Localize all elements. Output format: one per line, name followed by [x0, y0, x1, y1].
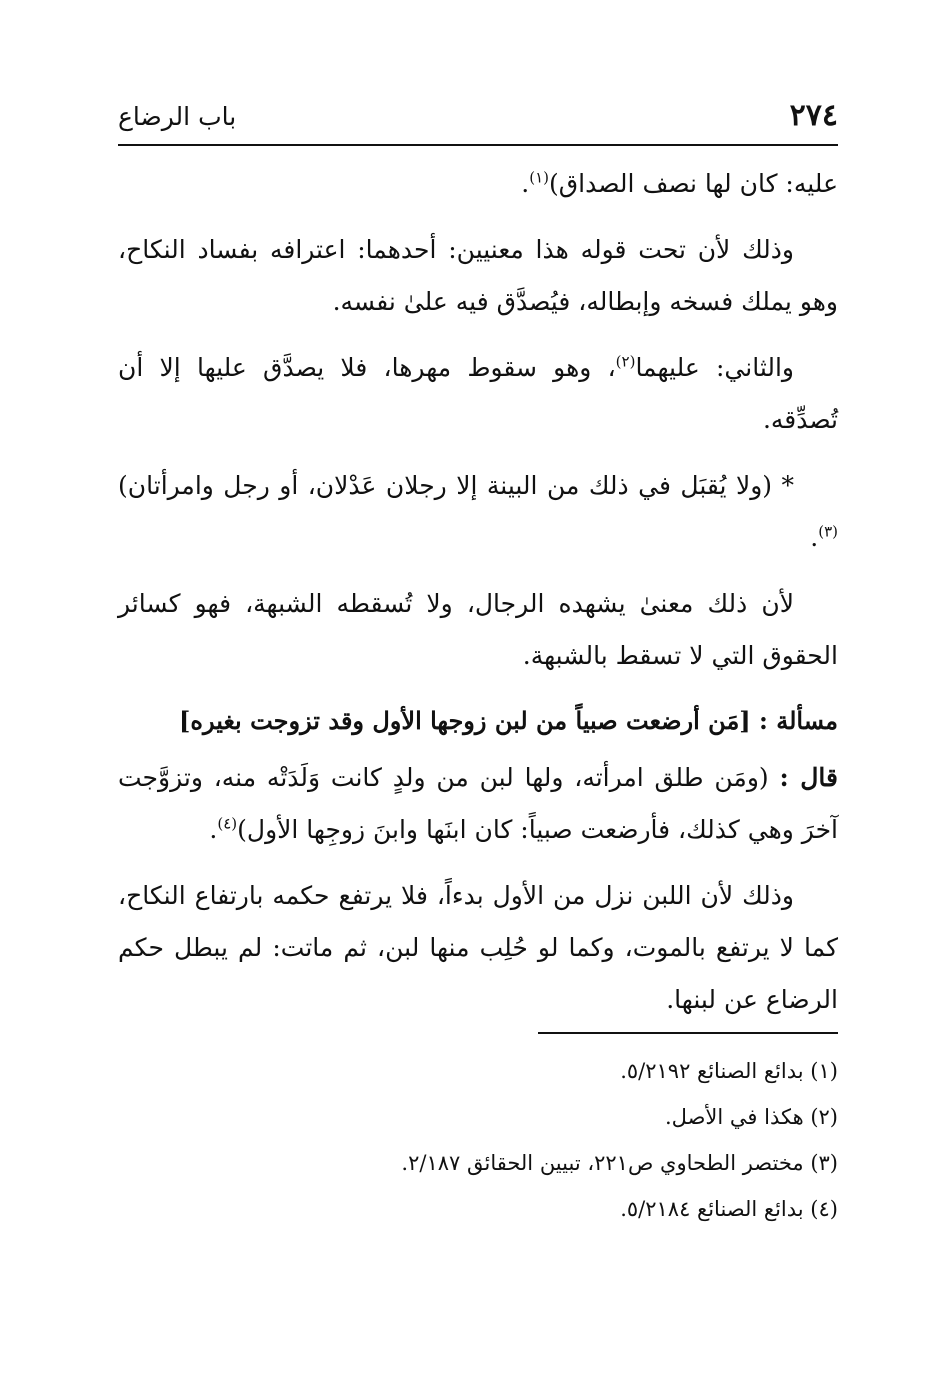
footnote-marker-1: (١) — [529, 168, 550, 187]
paragraph-2: وذلك لأن تحت قوله هذا معنيين: أحدهما: اعترافه بفساد النكاح، وهو يملك فسخه وإبطاله، فيُصدَّق فيه علىٰ نفسه. — [118, 235, 838, 316]
paragraph-5: لأن ذلك معنىٰ يشهده الرجال، ولا تُسقطه الشبهة، فهو كسائر الحقوق التي لا تسقط بالشبهة. — [118, 589, 838, 670]
paragraph-4: * (ولا يُقبَل في ذلك من البينة إلا رجلان عَدْلان، أو رجل وامرأتان)$^{(٣)}$. — [118, 471, 838, 552]
heading-label: مسألة : — [759, 706, 838, 735]
page-number: ٢٧٤ — [789, 98, 838, 133]
paragraph-3: والثاني: عليهما$^{(٢)}$، وهو سقوط مهرها، فلا يصدَّق عليها إلا أن تُصدِّقه. — [118, 352, 838, 434]
running-header — [118, 96, 838, 146]
footnote-4: (٤) بدائع الصنائع ٥/٢١٨٤. — [620, 1197, 838, 1221]
footnote-1: (١) بدائع الصنائع ٥/٢١٩٢. — [620, 1059, 838, 1083]
paragraph-6: قال : (ومَن طلق امرأته، ولها لبن من ولدٍ كانت وَلَدَتْه منه، وتزوَّجت آخرَ وهي كذلك، فأرضعت صبياً: كان ابنَها وابنَ زوجِها الأول)$^{(٤)}$. — [118, 763, 838, 844]
footnote-marker-2: (٢) — [615, 352, 636, 371]
main-text — [118, 158, 838, 1040]
heading-title: [مَن أرضعت صبياً من لبن زوجها الأول وقد تزوجت بغيره] — [179, 706, 751, 735]
footnote-2: (٢) هكذا في الأصل. — [665, 1105, 838, 1129]
footnotes — [118, 1048, 838, 1232]
section-heading — [118, 696, 838, 746]
qala-label: قال : — [779, 763, 838, 792]
chapter-title: باب الرضاع — [118, 102, 237, 131]
footnote-marker-3: (٣) — [818, 522, 838, 541]
footnote-3: (٣) مختصر الطحاوي ص٢٢١، تبيين الحقائق ٢/١٨٧. — [401, 1151, 838, 1175]
paragraph-1: عليه: كان لها نصف الصداق)$^{(١)}$. — [521, 168, 838, 198]
footnote-marker-4: (٤) — [217, 814, 238, 833]
paragraph-7: وذلك لأن اللبن نزل من الأول بدءاً، فلا يرتفع حكمه بارتفاع النكاح، كما لا يرتفع بالموت، وكما لو حُلِب منها لبن، ثم ماتت: لم يبطل حكم الرضاع عن لبنها. — [118, 881, 838, 1014]
footnote-separator — [538, 1032, 838, 1034]
